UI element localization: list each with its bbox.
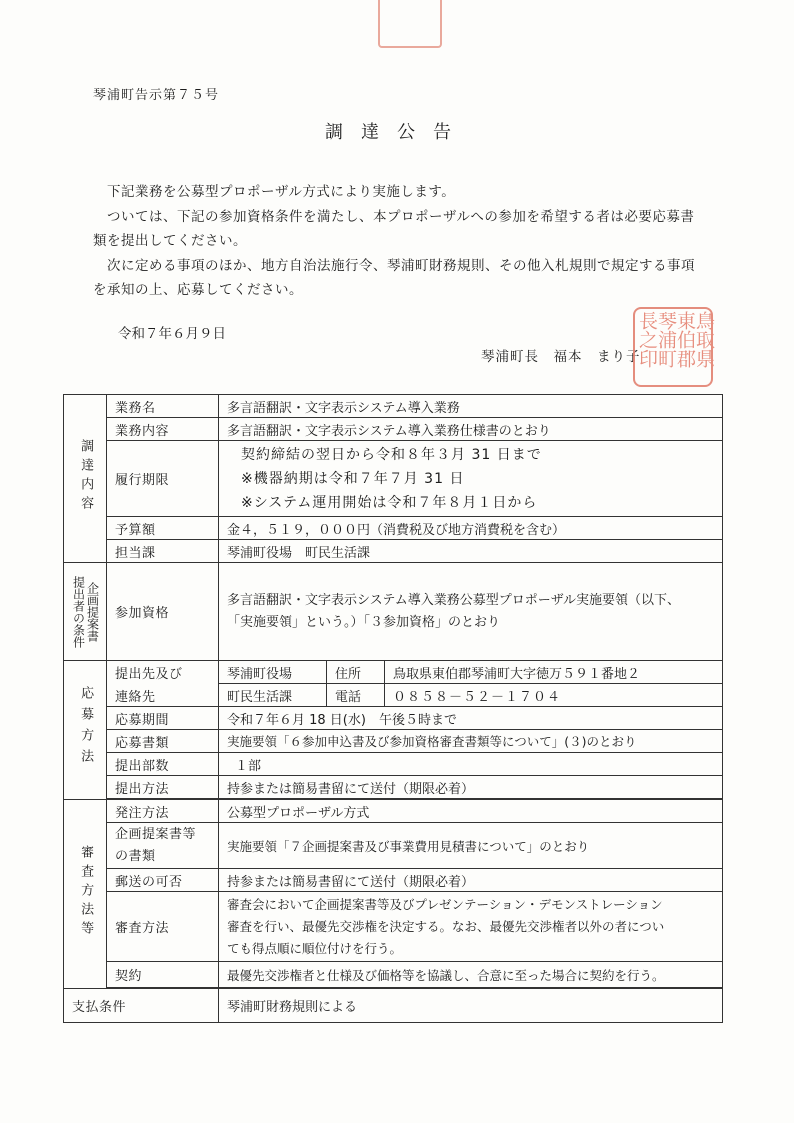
intro-line-2a: ついては、下記の参加資格条件を満たし、本プロポーザルへの参加を希望する者は必要応募書 bbox=[107, 208, 695, 225]
section-content bbox=[64, 395, 107, 563]
intro-line-3a: 次に定める事項のほか、地方自治法施行令、琴浦町財務規則、その他入札規則で規定する事項 bbox=[107, 257, 695, 274]
app-period-label: 応募期間 bbox=[107, 707, 219, 730]
job-content-value: 多言語翻訳・文字表示システム導入業務仕様書のとおり bbox=[219, 418, 723, 441]
qualification-line-1: 多言語翻訳・文字表示システム導入業務公募型プロポーザル実施要領（以下、 bbox=[227, 592, 681, 608]
app-docs-value: 実施要領「６参加申込書及び参加資格審査書類等について」(３)のとおり bbox=[219, 730, 723, 753]
proposal-value: 実施要領「７企画提案書及び事業費用見積書について」のとおり bbox=[219, 823, 723, 869]
review-value bbox=[219, 892, 723, 962]
order-value: 公募型プロポーザル方式 bbox=[219, 800, 723, 823]
job-content-label: 業務内容 bbox=[107, 418, 219, 441]
section-qual-col-2: 提出者の条件 bbox=[71, 575, 86, 648]
seal-col-4: 長之印 bbox=[636, 311, 658, 368]
submit-to-dept: 町民生活課 bbox=[219, 684, 327, 707]
proposal-label-1: 企画提案書等 bbox=[115, 826, 197, 842]
method-label: 提出方法 bbox=[107, 776, 219, 799]
address-label: 住所 bbox=[327, 661, 385, 684]
page-title: 調達公告 bbox=[325, 122, 469, 143]
notice-number: 琴浦町告示第７５号 bbox=[93, 88, 220, 103]
proposal-label-2: の書類 bbox=[115, 848, 156, 864]
budget-value: 金４，５１９，０００円（消費税及び地方消費税を含む） bbox=[219, 517, 723, 540]
phone-label: 電話 bbox=[327, 684, 385, 707]
payment-label: 支払条件 bbox=[64, 989, 219, 1023]
mail-value: 持参または簡易書留にて送付（期限必着） bbox=[219, 869, 723, 892]
qualification-line-2: 「実施要領」という。）「３参加資格」のとおり bbox=[227, 614, 501, 630]
qualification-label: 参加資格 bbox=[107, 563, 219, 661]
payment-value: 琴浦町財務規則による bbox=[219, 989, 723, 1023]
period-value bbox=[219, 441, 723, 517]
copies-label: 提出部数 bbox=[107, 753, 219, 776]
section-review bbox=[64, 800, 107, 989]
period-label: 履行期限 bbox=[107, 441, 219, 517]
section-application-label: 応募方法 bbox=[78, 686, 94, 770]
official-seal bbox=[633, 307, 713, 387]
corner-stamp bbox=[378, 0, 442, 48]
procurement-table bbox=[63, 394, 723, 1023]
contract-label: 契約 bbox=[107, 962, 219, 988]
dept-value: 琴浦町役場 町民生活課 bbox=[219, 540, 723, 563]
section-qual-col-1: 企画提案書 bbox=[85, 581, 100, 642]
intro-line-2b: 類を提出してください。 bbox=[93, 233, 247, 249]
address-value: 鳥取県東伯郡琴浦町大字徳万５９１番地２ bbox=[385, 661, 723, 684]
period-line-2: ※機器納期は令和７年７月 31 日 bbox=[241, 470, 465, 487]
section-application bbox=[64, 661, 107, 800]
period-line-1: 契約締結の翌日から令和８年３月 31 日まで bbox=[241, 446, 542, 463]
budget-label: 予算額 bbox=[107, 517, 219, 540]
period-line-3: ※システム運用開始は令和７年８月１日から bbox=[241, 494, 538, 511]
review-line-2: 審査を行い、最優先交渉権を決定する。なお、最優先交渉権者以外の者につい bbox=[227, 918, 665, 934]
section-review-label: 審査方法等 bbox=[78, 844, 94, 940]
review-line-3: ても得点順に順位付けを行う。 bbox=[227, 940, 403, 956]
seal-col-1: 鳥取県 bbox=[693, 311, 715, 368]
phone-value: ０８５８－５２－１７０４ bbox=[385, 684, 723, 707]
review-line-1: 審査会において企画提案書等及びプレゼンテーション・デモンストレーション bbox=[227, 896, 663, 912]
intro-line-1: 下記業務を公募型プロポーザル方式により実施します。 bbox=[107, 184, 456, 200]
app-period-value: 令和７年６月 18 日(水) 午後５時まで bbox=[219, 707, 723, 730]
proposal-label bbox=[107, 823, 219, 869]
contract-value: 最優先交渉権者と仕様及び価格等を協議し、合意に至った場合に契約を行う。 bbox=[219, 962, 723, 988]
submit-to-label-1: 提出先及び bbox=[115, 666, 183, 682]
mail-label: 郵送の可否 bbox=[107, 869, 219, 892]
order-label: 発注方法 bbox=[107, 800, 219, 823]
qualification-value bbox=[219, 563, 723, 661]
section-qualification bbox=[64, 563, 107, 661]
seal-col-3: 琴浦町 bbox=[655, 311, 677, 368]
app-docs-label: 応募書類 bbox=[107, 730, 219, 753]
job-name-value: 多言語翻訳・文字表示システム導入業務 bbox=[219, 395, 723, 418]
submit-to-label-2: 連絡先 bbox=[115, 689, 156, 705]
intro-text bbox=[93, 180, 713, 303]
section-content-label: 調達内容 bbox=[78, 438, 94, 515]
signatory: 琴浦町長 福本 まり子 bbox=[481, 349, 641, 365]
notice-date: 令和７年６月９日 bbox=[118, 326, 226, 342]
review-label: 審査方法 bbox=[107, 892, 219, 962]
method-value: 持参または簡易書留にて送付（期限必着） bbox=[219, 776, 723, 799]
copies-value: １部 bbox=[219, 753, 723, 776]
seal-col-2: 東伯郡 bbox=[674, 311, 696, 368]
submit-to-label bbox=[107, 661, 219, 707]
intro-line-3b: を承知の上、応募してください。 bbox=[93, 282, 303, 298]
dept-label: 担当課 bbox=[107, 540, 219, 563]
job-name-label: 業務名 bbox=[107, 395, 219, 418]
submit-to-office: 琴浦町役場 bbox=[219, 661, 327, 684]
